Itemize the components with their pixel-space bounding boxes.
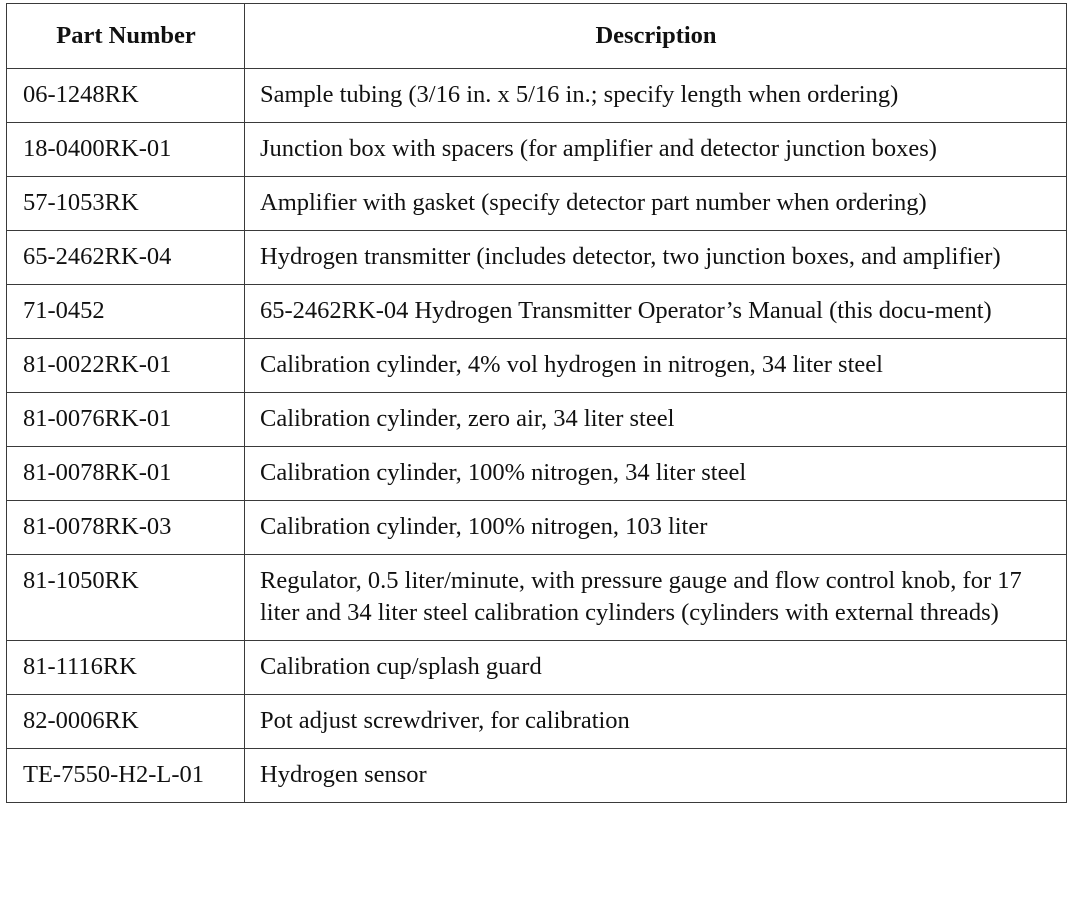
part-number-cell: 81-0076RK-01 [7,393,245,447]
table-row [7,447,1067,501]
table-header-row [7,4,1067,69]
part-number-cell: 06-1248RK [7,69,245,123]
part-number-cell: TE-7550-H2-L-01 [7,749,245,803]
description-cell: Junction box with spacers (for amplifier and detector junction boxes) [245,123,1067,177]
description-cell: 65-2462RK-04 Hydrogen Transmitter Operator’s Manual (this docu-ment) [245,285,1067,339]
table-row [7,501,1067,555]
table-row [7,555,1067,641]
table-row [7,69,1067,123]
part-number-cell: 81-0078RK-01 [7,447,245,501]
column-header-description: Description [245,4,1067,69]
part-number-cell: 81-0022RK-01 [7,339,245,393]
description-cell: Pot adjust screwdriver, for calibration [245,695,1067,749]
description-cell: Calibration cylinder, zero air, 34 liter steel [245,393,1067,447]
table-row [7,749,1067,803]
table-row [7,393,1067,447]
description-cell: Calibration cylinder, 100% nitrogen, 103 liter [245,501,1067,555]
table-row [7,123,1067,177]
table-row [7,641,1067,695]
description-cell: Calibration cylinder, 100% nitrogen, 34 liter steel [245,447,1067,501]
part-number-cell: 65-2462RK-04 [7,231,245,285]
table-row [7,285,1067,339]
description-cell: Calibration cup/splash guard [245,641,1067,695]
table-row [7,177,1067,231]
table-row [7,695,1067,749]
description-cell: Hydrogen transmitter (includes detector, two junction boxes, and amplifier) [245,231,1067,285]
part-number-cell: 81-1050RK [7,555,245,641]
description-cell: Calibration cylinder, 4% vol hydrogen in nitrogen, 34 liter steel [245,339,1067,393]
part-number-cell: 81-0078RK-03 [7,501,245,555]
description-cell: Sample tubing (3/16 in. x 5/16 in.; specify length when ordering) [245,69,1067,123]
description-cell: Regulator, 0.5 liter/minute, with pressure gauge and flow control knob, for 17 liter and 34 liter steel calibration cylinders (cylinders with external threads) [245,555,1067,641]
part-number-cell: 57-1053RK [7,177,245,231]
part-number-cell: 82-0006RK [7,695,245,749]
parts-table [6,3,1067,803]
part-number-cell: 71-0452 [7,285,245,339]
description-cell: Hydrogen sensor [245,749,1067,803]
table-row [7,339,1067,393]
description-cell: Amplifier with gasket (specify detector part number when ordering) [245,177,1067,231]
column-header-part-number: Part Number [7,4,245,69]
part-number-cell: 18-0400RK-01 [7,123,245,177]
table-row [7,231,1067,285]
part-number-cell: 81-1116RK [7,641,245,695]
